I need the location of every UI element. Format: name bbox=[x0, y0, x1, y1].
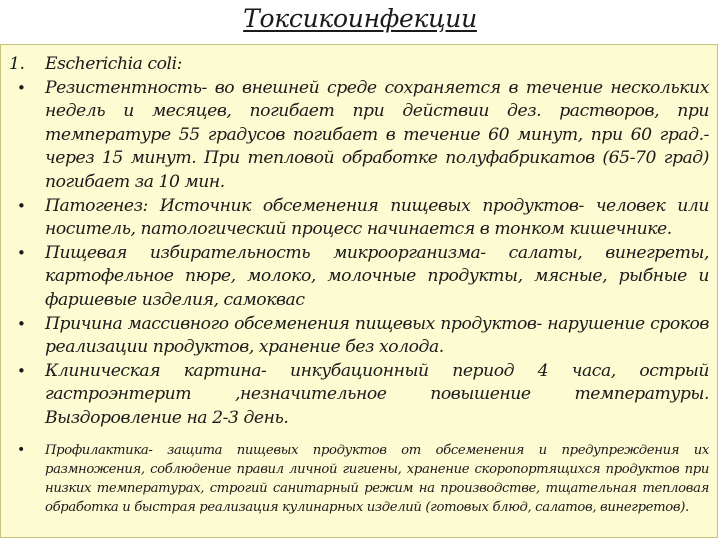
list-item-pathogenesis bbox=[1, 195, 713, 242]
bullet-icon: • bbox=[17, 441, 25, 458]
list-item-text: Патогенез: Источник обсеменения пищевых продуктов- человек или носитель, патологический процесс начинается в тонком кишечнике. bbox=[45, 195, 709, 240]
list-item-heading bbox=[1, 53, 713, 77]
list-item-text: Клиническая картина- инкубационный период 4 часа, острый гастроэнтерит ,незначительное повышение температуры. Выздоровление на 2-3 день. bbox=[45, 360, 709, 428]
list-item-resistance bbox=[1, 77, 713, 195]
list-item-text: Резистентность- во внешней среде сохраняется в течение нескольких недель и месяцев, погибает при действии дез. растворов, при температуре 55 градусов погибает в течение 60 минут, при 60 град.-через 15 минут. При тепловой обработке полуфабрикатов (65-70 град) погибает за 10 мин. bbox=[45, 77, 709, 192]
bullet-icon: • bbox=[17, 361, 26, 380]
list-item-text: Причина массивного обсеменения пищевых продуктов- нарушение сроков реализации продуктов, хранение без холода. bbox=[45, 313, 709, 358]
list-item-clinical-picture bbox=[1, 360, 713, 431]
bullet-icon: • bbox=[17, 196, 26, 215]
list-item-text: Профилактика- защита пищевых продуктов от обсеменения и предупреждения их размножения, соблюдение правил личной гигиены, хранение скоропортящихся продуктов при низких температурах, строгий санитарный режим на производстве, тщательная тепловая обработка и быстрая реализация кулинарных изделий (готовых блюд, салатов, винегретов). bbox=[45, 442, 709, 515]
list-item-text: Escherichia coli: bbox=[45, 54, 182, 74]
content-box bbox=[0, 44, 718, 538]
list-item-prevention bbox=[1, 441, 713, 517]
bullet-icon: • bbox=[17, 243, 26, 262]
list-item-text: Пищевая избирательность микроорганизма- салаты, винегреты, картофельное пюре, молоко, молочные продукты, мясные, рыбные и фаршевые изделия, самоквас bbox=[45, 242, 709, 310]
list-number: 1. bbox=[9, 54, 25, 74]
page-title: Токсикоинфекции bbox=[243, 4, 477, 33]
content-list bbox=[1, 53, 713, 517]
list-item-food-selectivity bbox=[1, 242, 713, 313]
bullet-icon: • bbox=[17, 78, 26, 97]
bullet-icon: • bbox=[17, 314, 26, 333]
list-item-cause bbox=[1, 313, 713, 360]
